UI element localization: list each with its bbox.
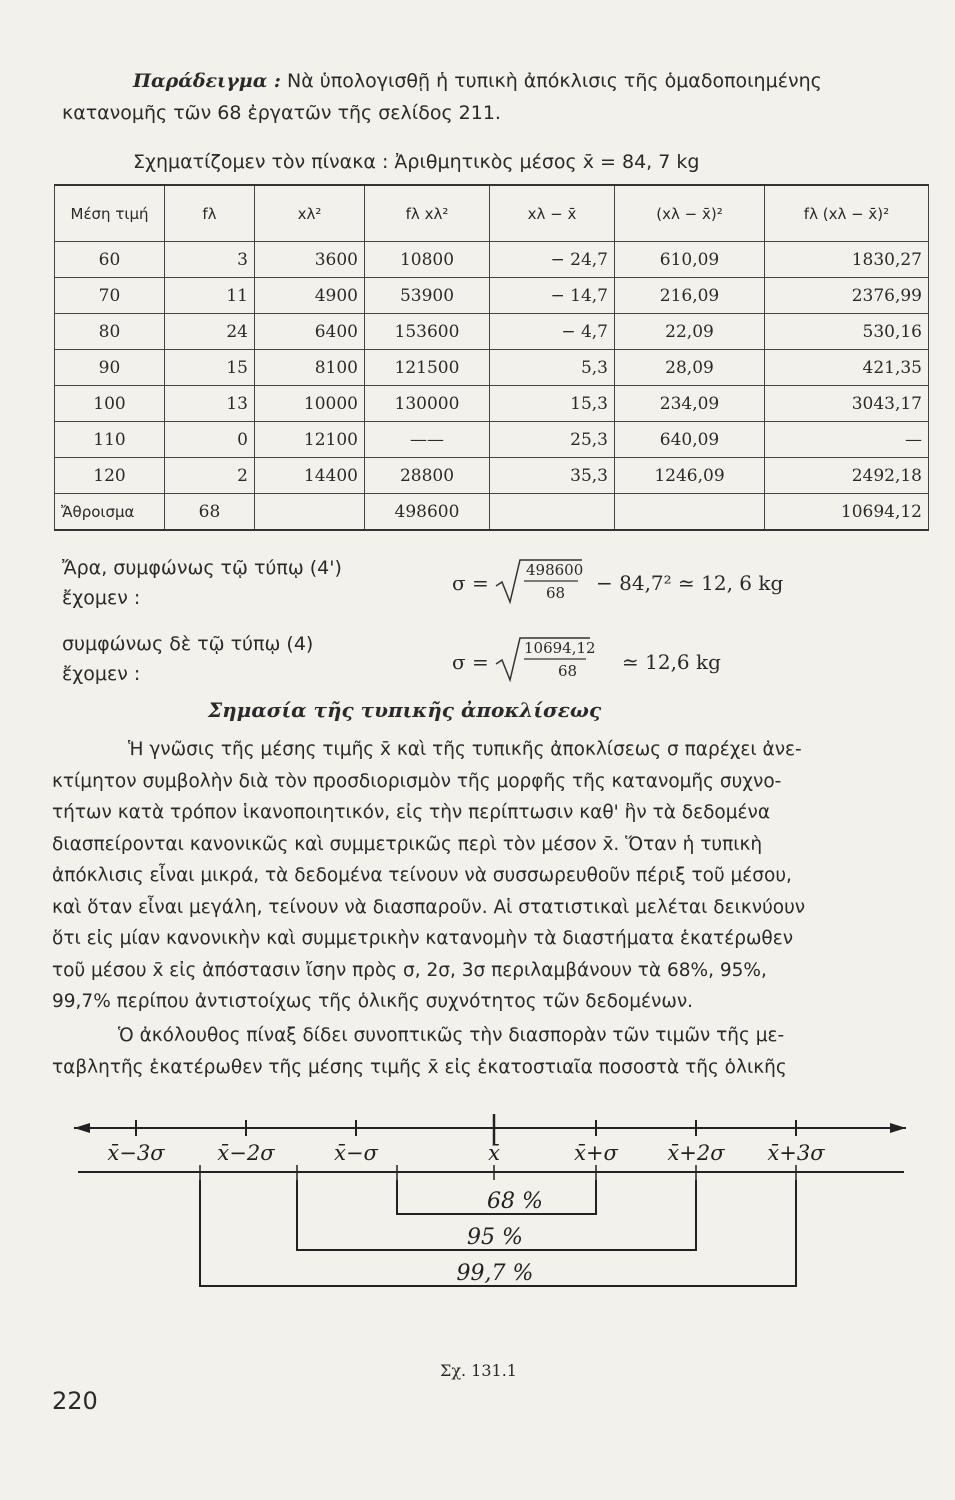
pct-95-label: 95 % xyxy=(467,1225,523,1250)
table-cell: 110 xyxy=(55,422,165,458)
header-cell: (xλ − x̄)² xyxy=(615,185,765,242)
arrow-left-icon xyxy=(74,1123,90,1133)
table-row xyxy=(55,386,929,422)
page-number: 220 xyxy=(52,1387,98,1415)
table-cell: 530,16 xyxy=(765,314,929,350)
total-cell: 10694,12 xyxy=(765,494,929,531)
header-cell: xλ − x̄ xyxy=(490,185,615,242)
figure-caption: Σχ. 131.1 xyxy=(440,1361,517,1380)
tick-label: x̄+2σ xyxy=(667,1141,725,1165)
formula2-denominator: 68 xyxy=(558,662,578,680)
table-row xyxy=(55,422,929,458)
table-cell: 121500 xyxy=(365,350,490,386)
table-body xyxy=(55,242,929,494)
table-row xyxy=(55,314,929,350)
paragraph-1 xyxy=(52,734,922,1018)
header-cell: fλ xλ² xyxy=(365,185,490,242)
table-cell: − 4,7 xyxy=(490,314,615,350)
table-cell: 80 xyxy=(55,314,165,350)
formula1-denominator: 68 xyxy=(546,584,566,602)
tick-label: x̄−3σ xyxy=(107,1141,165,1165)
data-table xyxy=(54,184,929,531)
tick-label: x̄ xyxy=(488,1141,500,1165)
total-cell: 68 xyxy=(165,494,255,531)
formula2-sigma: σ = xyxy=(452,650,489,674)
table-header-row xyxy=(55,185,929,242)
tick-label: x̄−σ xyxy=(334,1141,378,1165)
total-cell xyxy=(255,494,365,531)
para-line: διασπείρονται κανονικῶς καὶ συμμετρικῶς περὶ τὸν μέσον x̄. Ὅταν ἡ τυπικὴ xyxy=(52,833,763,855)
table-cell: 10000 xyxy=(255,386,365,422)
header-cell: xλ² xyxy=(255,185,365,242)
table-cell: 11 xyxy=(165,278,255,314)
table-cell: 640,09 xyxy=(615,422,765,458)
total-cell: 498600 xyxy=(365,494,490,531)
table-cell: 4900 xyxy=(255,278,365,314)
table-cell: 53900 xyxy=(365,278,490,314)
header-cell: fλ (xλ − x̄)² xyxy=(765,185,929,242)
table-cell: 13 xyxy=(165,386,255,422)
table-cell: 153600 xyxy=(365,314,490,350)
tick-label: x̄+σ xyxy=(574,1141,618,1165)
table-cell: —— xyxy=(365,422,490,458)
tick-label: x̄+3σ xyxy=(767,1141,825,1165)
pct-68-label: 68 % xyxy=(487,1189,543,1214)
table-cell: 15,3 xyxy=(490,386,615,422)
formula2-numerator: 10694,12 xyxy=(524,639,596,657)
pct-99-label: 99,7 % xyxy=(456,1261,534,1286)
table-cell: — xyxy=(765,422,929,458)
table-cell: 100 xyxy=(55,386,165,422)
table-cell: 35,3 xyxy=(490,458,615,494)
formula1-numerator: 498600 xyxy=(526,561,584,579)
table-row xyxy=(55,458,929,494)
tick-label: x̄−2σ xyxy=(217,1141,275,1165)
table-cell: 90 xyxy=(55,350,165,386)
table-row xyxy=(55,350,929,386)
table-cell: 3600 xyxy=(255,242,365,278)
table-cell: 130000 xyxy=(365,386,490,422)
table-cell: 5,3 xyxy=(490,350,615,386)
para-line: ὅτι εἰς μίαν κανονικὴν καὶ συμμετρικὴν κατανομὴν τὰ διαστήματα ἑκατέρωθεν xyxy=(52,928,794,949)
table-cell: 216,09 xyxy=(615,278,765,314)
example-heading xyxy=(133,70,822,92)
table-cell: 3 xyxy=(165,242,255,278)
table-cell: 1246,09 xyxy=(615,458,765,494)
table-cell: 28800 xyxy=(365,458,490,494)
para-line: τήτων κατὰ τρόπον ἱκανοποιητικόν, εἰς τὴν περίπτωσιν καθ' ἣν τὰ δεδομένα xyxy=(52,802,771,823)
formula2-result: ≃ 12,6 kg xyxy=(622,650,721,674)
table-cell: 14400 xyxy=(255,458,365,494)
formula2-text-b: ἔχομεν : xyxy=(62,663,141,685)
table-row xyxy=(55,278,929,314)
paragraph-2 xyxy=(52,1020,922,1083)
total-cell xyxy=(490,494,615,531)
table-cell: 0 xyxy=(165,422,255,458)
table-cell: 22,09 xyxy=(615,314,765,350)
para-line: ταβλητῆς ἑκατέρωθεν τῆς μέσης τιμῆς x̄ εἰς ἑκατοστιαῖα ποσοστὰ τῆς ὁλικῆς xyxy=(52,1056,787,1078)
table-cell: 3043,17 xyxy=(765,386,929,422)
table-cell: 12100 xyxy=(255,422,365,458)
para-line: ἀπόκλισις εἶναι μικρά, τὰ δεδομένα τείνουν νὰ συσσωρευθοῦν πέριξ τοῦ μέσου, xyxy=(52,865,792,886)
formula1-result: − 84,7² ≃ 12, 6 kg xyxy=(596,571,784,595)
table-cell: 25,3 xyxy=(490,422,615,458)
table-cell: 70 xyxy=(55,278,165,314)
para-line: 99,7% περίπου ἀντιστοίχως τῆς ὁλικῆς συχνότητος τῶν δεδομένων. xyxy=(52,991,694,1012)
table-cell: 15 xyxy=(165,350,255,386)
table-cell: 421,35 xyxy=(765,350,929,386)
table-cell: 120 xyxy=(55,458,165,494)
para-line: κτίμητον συμβολὴν διὰ τὸν προσδιορισμὸν τῆς μορφῆς τῆς κατανομῆς συχνο- xyxy=(52,770,782,792)
example-line1: Νὰ ὑπολογισθῇ ἡ τυπικὴ ἀπόκλισις τῆς ὁμαδοποιημένης xyxy=(287,70,822,92)
table-cell: 8100 xyxy=(255,350,365,386)
example-line3: Σχηματίζομεν τὸν πίνακα : Ἀριθμητικὸς μέσος x̄ = 84, 7 kg xyxy=(133,151,700,173)
table-row xyxy=(55,242,929,278)
table-cell: − 24,7 xyxy=(490,242,615,278)
table-cell: 24 xyxy=(165,314,255,350)
example-line2: κατανομῆς τῶν 68 ἐργατῶν τῆς σελίδος 211. xyxy=(62,102,501,124)
formula1-sigma: σ = xyxy=(452,571,489,595)
sigma-diagram xyxy=(60,1110,920,1340)
header-cell: fλ xyxy=(165,185,255,242)
total-cell xyxy=(615,494,765,531)
section-title: Σημασία τῆς τυπικῆς ἀποκλίσεως xyxy=(208,698,602,722)
table-cell: 10800 xyxy=(365,242,490,278)
formula1-text-a: Ἄρα, συμφώνως τῷ τύπῳ (4') xyxy=(62,557,342,579)
table-cell: 2376,99 xyxy=(765,278,929,314)
formula1-text-b: ἔχομεν : xyxy=(62,587,141,609)
table-cell: 610,09 xyxy=(615,242,765,278)
para-line: Ὁ ἀκόλουθος πίναξ δίδει συνοπτικῶς τὴν διασπορὰν τῶν τιμῶν τῆς με- xyxy=(118,1025,785,1046)
table-cell: 2492,18 xyxy=(765,458,929,494)
table-cell: 28,09 xyxy=(615,350,765,386)
table-cell: − 14,7 xyxy=(490,278,615,314)
arrow-right-icon xyxy=(890,1123,906,1133)
table-cell: 234,09 xyxy=(615,386,765,422)
table-cell: 6400 xyxy=(255,314,365,350)
table-total-row xyxy=(55,494,929,531)
table-cell: 2 xyxy=(165,458,255,494)
header-cell: Μέση τιμή xyxy=(55,185,165,242)
para-line: καὶ ὅταν εἶναι μεγάλη, τείνουν νὰ διασπαροῦν. Αἱ στατιστικαὶ μελέται δεικνύουν xyxy=(52,896,806,918)
formula2-text-a: συμφώνως δὲ τῷ τύπῳ (4) xyxy=(62,633,314,655)
example-label: Παράδειγμα : xyxy=(133,70,281,92)
para-line: τοῦ μέσου x̄ εἰς ἀπόστασιν ἴσην πρὸς σ, 2σ, 3σ περιλαμβάνουν τὰ 68%, 95%, xyxy=(52,959,767,981)
table-cell: 1830,27 xyxy=(765,242,929,278)
table-cell: 60 xyxy=(55,242,165,278)
para-line: Ἡ γνῶσις τῆς μέσης τιμῆς x̄ καὶ τῆς τυπικῆς ἀποκλίσεως σ παρέχει ἀνε- xyxy=(128,739,802,760)
total-cell: Ἄθροισμα xyxy=(55,494,165,531)
